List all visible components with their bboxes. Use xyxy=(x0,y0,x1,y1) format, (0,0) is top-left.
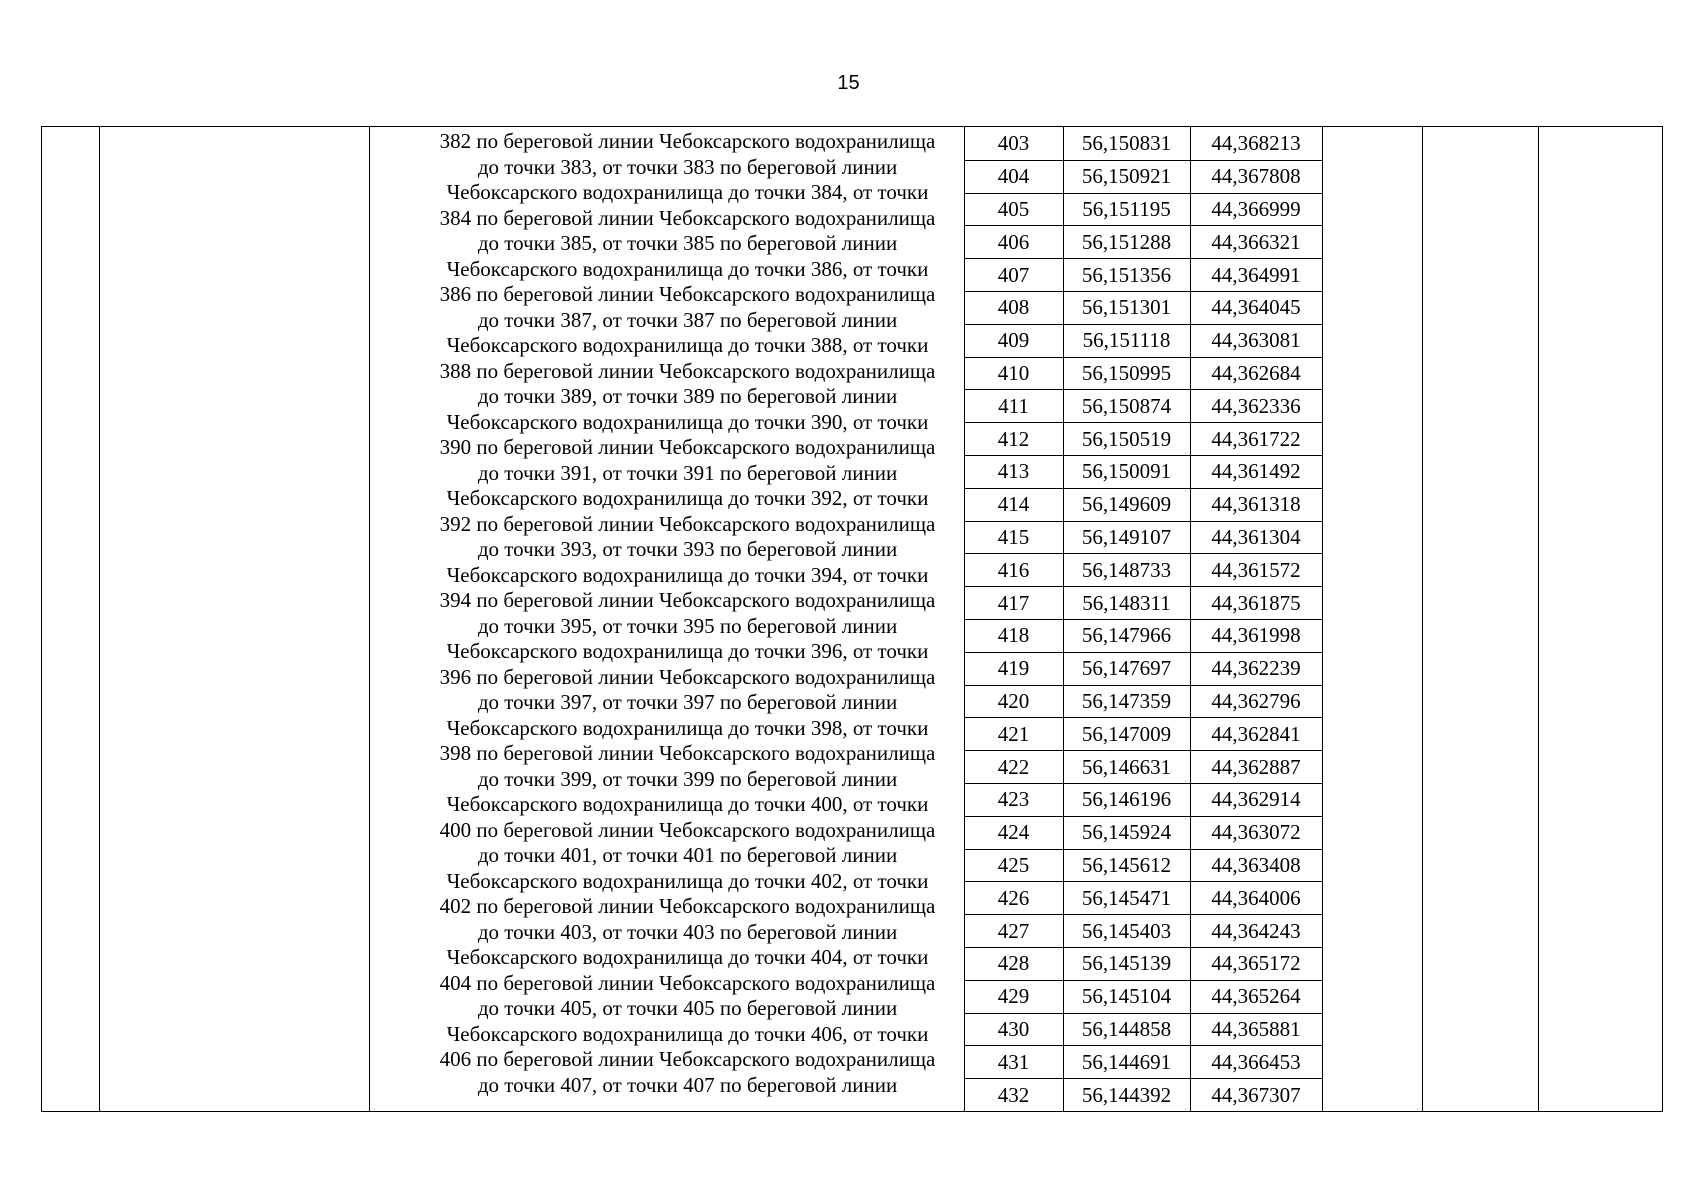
table-row xyxy=(964,1078,1322,1111)
point-number: 404 xyxy=(997,164,1030,189)
longitude-cell: 44,361998 xyxy=(1211,623,1301,648)
latitude-cell: 56,150995 xyxy=(1081,360,1172,385)
description-line: Чебоксарского водохранилища до точки 406, от точки xyxy=(446,1021,929,1046)
coordinates-table xyxy=(41,126,1663,1112)
longitude-cell: 44,361722 xyxy=(1211,426,1301,451)
column-divider xyxy=(369,127,370,1111)
longitude-cell: 44,362796 xyxy=(1211,688,1301,713)
table-row xyxy=(964,193,1322,226)
point-number: 419 xyxy=(997,656,1030,681)
table-row xyxy=(964,455,1322,488)
description-line: 398 по береговой линии Чебоксарского водохранилища xyxy=(439,741,936,765)
description-line: до точки 407, от точки 407 по береговой линии xyxy=(477,1072,898,1097)
longitude-cell: 44,362914 xyxy=(1211,787,1301,812)
longitude-cell: 44,367307 xyxy=(1211,1082,1301,1107)
longitude-cell: 44,368213 xyxy=(1211,130,1301,155)
latitude-cell: 56,145924 xyxy=(1081,820,1172,845)
longitude-cell: 44,364991 xyxy=(1211,262,1301,287)
description-line: 388 по береговой линии Чебоксарского водохранилища xyxy=(439,358,936,383)
point-number: 430 xyxy=(997,1016,1030,1041)
latitude-cell: 56,147359 xyxy=(1081,688,1172,713)
longitude-cell: 44,365264 xyxy=(1211,984,1301,1009)
description-line: 392 по береговой линии Чебоксарского водохранилища xyxy=(439,511,936,536)
description-line: 404 по береговой линии Чебоксарского водохранилища xyxy=(439,970,936,995)
description-line: до точки 385, от точки 385 по береговой линии xyxy=(477,231,898,255)
point-number: 413 xyxy=(997,459,1030,484)
point-number: 407 xyxy=(997,262,1030,287)
latitude-cell: 56,150874 xyxy=(1081,393,1172,418)
table-row xyxy=(964,357,1322,390)
description-line: до точки 395, от точки 395 по береговой линии xyxy=(477,613,898,638)
coordinate-list xyxy=(964,127,1322,1113)
point-number: 403 xyxy=(997,130,1030,155)
table-row xyxy=(964,816,1322,849)
point-number: 411 xyxy=(998,393,1029,418)
table-row xyxy=(964,553,1322,586)
latitude-cell: 56,144858 xyxy=(1081,1016,1172,1041)
description-line: Чебоксарского водохранилища до точки 402, от точки xyxy=(446,868,929,893)
description-line: до точки 401, от точки 401 по береговой линии xyxy=(477,843,898,867)
latitude-cell: 56,145139 xyxy=(1081,951,1172,976)
latitude-cell: 56,148733 xyxy=(1081,557,1172,582)
description-line: Чебоксарского водохранилища до точки 392, от точки xyxy=(446,486,929,510)
latitude-cell: 56,145612 xyxy=(1081,852,1172,877)
description-line: до точки 383, от точки 383 по береговой линии xyxy=(477,154,898,179)
table-row xyxy=(964,685,1322,718)
table-row xyxy=(964,488,1322,521)
boundary-description xyxy=(411,127,964,1113)
longitude-cell: 44,366453 xyxy=(1211,1049,1301,1074)
point-number: 428 xyxy=(997,951,1030,976)
column-divider xyxy=(1422,127,1423,1111)
point-number: 429 xyxy=(997,984,1030,1009)
table-row xyxy=(964,258,1322,291)
description-line: 394 по береговой линии Чебоксарского водохранилища xyxy=(439,588,936,612)
description-line: Чебоксарского водохранилища до точки 388, от точки xyxy=(446,333,929,357)
longitude-cell: 44,364006 xyxy=(1211,885,1301,910)
description-line: до точки 397, от точки 397 по береговой линии xyxy=(477,690,898,714)
table-row xyxy=(964,586,1322,619)
description-line: Чебоксарского водохранилища до точки 394, от точки xyxy=(446,562,929,587)
table-row xyxy=(964,521,1322,554)
column-divider xyxy=(99,127,100,1111)
table-row xyxy=(964,619,1322,652)
description-line: 402 по береговой линии Чебоксарского водохранилища xyxy=(439,894,936,918)
description-line: до точки 399, от точки 399 по береговой линии xyxy=(477,766,898,791)
point-number: 417 xyxy=(997,590,1030,615)
description-line: до точки 405, от точки 405 по береговой линии xyxy=(477,996,898,1020)
page-number: 15 xyxy=(837,72,860,94)
longitude-cell: 44,362841 xyxy=(1211,721,1301,746)
longitude-cell: 44,362239 xyxy=(1211,656,1301,681)
latitude-cell: 56,150519 xyxy=(1081,426,1172,451)
point-number: 422 xyxy=(997,754,1030,779)
point-number: 432 xyxy=(997,1082,1030,1107)
table-row xyxy=(964,127,1322,160)
longitude-cell: 44,362336 xyxy=(1211,393,1301,418)
point-number: 415 xyxy=(997,524,1030,549)
latitude-cell: 56,145104 xyxy=(1081,984,1172,1009)
description-line: Чебоксарского водохранилища до точки 396, от точки xyxy=(446,639,929,663)
table-row xyxy=(964,881,1322,914)
point-number: 427 xyxy=(997,918,1030,943)
table-row xyxy=(964,324,1322,357)
longitude-cell: 44,362887 xyxy=(1211,754,1301,779)
table-row xyxy=(964,980,1322,1013)
longitude-cell: 44,366999 xyxy=(1211,196,1301,221)
point-number: 408 xyxy=(997,295,1030,320)
latitude-cell: 56,148311 xyxy=(1082,590,1171,615)
point-number: 412 xyxy=(997,426,1030,451)
latitude-cell: 56,147966 xyxy=(1081,623,1172,648)
table-row xyxy=(964,422,1322,455)
description-line: до точки 403, от точки 403 по береговой линии xyxy=(477,919,898,944)
column-divider xyxy=(1538,127,1539,1111)
description-line: Чебоксарского водохранилища до точки 386, от точки xyxy=(446,256,929,281)
point-number: 431 xyxy=(997,1049,1030,1074)
longitude-cell: 44,365172 xyxy=(1211,951,1301,976)
latitude-cell: 56,145403 xyxy=(1081,918,1172,943)
latitude-cell: 56,147009 xyxy=(1081,721,1172,746)
point-number: 409 xyxy=(997,328,1030,353)
table-row xyxy=(964,783,1322,816)
description-line: до точки 393, от точки 393 по береговой линии xyxy=(477,537,898,561)
description-line: 386 по береговой линии Чебоксарского водохранилища xyxy=(439,282,936,306)
point-number: 406 xyxy=(997,229,1030,254)
description-line: 400 по береговой линии Чебоксарского водохранилища xyxy=(439,817,936,842)
longitude-cell: 44,361304 xyxy=(1211,524,1301,549)
longitude-cell: 44,363408 xyxy=(1211,852,1301,877)
latitude-cell: 56,146631 xyxy=(1081,754,1172,779)
longitude-cell: 44,363081 xyxy=(1211,328,1301,353)
description-line: 396 по береговой линии Чебоксарского водохранилища xyxy=(439,664,936,689)
point-number: 424 xyxy=(997,820,1030,845)
description-line: 406 по береговой линии Чебоксарского водохранилища xyxy=(439,1047,936,1071)
description-line: 384 по береговой линии Чебоксарского водохранилища xyxy=(439,205,936,230)
point-number: 423 xyxy=(997,787,1030,812)
longitude-cell: 44,364243 xyxy=(1211,918,1301,943)
point-number: 405 xyxy=(997,196,1030,221)
longitude-cell: 44,365881 xyxy=(1211,1016,1301,1041)
longitude-cell: 44,361492 xyxy=(1211,459,1301,484)
description-line: до точки 391, от точки 391 по береговой линии xyxy=(477,460,898,485)
point-number: 418 xyxy=(997,623,1030,648)
latitude-cell: 56,151301 xyxy=(1081,295,1172,320)
description-line: Чебоксарского водохранилища до точки 390, от точки xyxy=(446,409,929,434)
latitude-cell: 56,150091 xyxy=(1081,459,1172,484)
table-row xyxy=(964,750,1322,783)
longitude-cell: 44,361318 xyxy=(1211,492,1301,517)
point-number: 421 xyxy=(997,721,1030,746)
description-line: Чебоксарского водохранилища до точки 384, от точки xyxy=(446,180,929,204)
latitude-cell: 56,144691 xyxy=(1081,1049,1172,1074)
table-row xyxy=(964,225,1322,258)
latitude-cell: 56,146196 xyxy=(1081,787,1172,812)
longitude-cell: 44,361572 xyxy=(1211,557,1301,582)
longitude-cell: 44,367808 xyxy=(1211,164,1301,189)
latitude-cell: 56,150921 xyxy=(1081,164,1172,189)
description-line: Чебоксарского водохранилища до точки 404, от точки xyxy=(446,945,929,969)
latitude-cell: 56,145471 xyxy=(1081,885,1172,910)
latitude-cell: 56,150831 xyxy=(1081,130,1172,155)
latitude-cell: 56,151195 xyxy=(1082,196,1171,221)
table-row xyxy=(964,717,1322,750)
point-number: 410 xyxy=(997,360,1030,385)
table-row xyxy=(964,652,1322,685)
longitude-cell: 44,362684 xyxy=(1211,360,1301,385)
description-line: 390 по береговой линии Чебоксарского водохранилища xyxy=(439,435,936,459)
latitude-cell: 56,151288 xyxy=(1081,229,1172,254)
table-row xyxy=(964,1013,1322,1046)
table-row xyxy=(964,947,1322,980)
latitude-cell: 56,149107 xyxy=(1081,524,1172,549)
point-number: 414 xyxy=(997,492,1030,517)
table-row xyxy=(964,389,1322,422)
latitude-cell: 56,151118 xyxy=(1082,328,1171,353)
longitude-cell: 44,366321 xyxy=(1211,229,1301,254)
table-row xyxy=(964,849,1322,882)
point-number: 426 xyxy=(997,885,1030,910)
longitude-cell: 44,361875 xyxy=(1211,590,1301,615)
latitude-cell: 56,144392 xyxy=(1081,1082,1172,1107)
description-line: Чебоксарского водохранилища до точки 398, от точки xyxy=(446,715,929,740)
latitude-cell: 56,147697 xyxy=(1081,656,1172,681)
longitude-cell: 44,363072 xyxy=(1211,820,1301,845)
table-row xyxy=(964,914,1322,947)
latitude-cell: 56,149609 xyxy=(1081,492,1172,517)
table-row xyxy=(964,160,1322,193)
description-line: до точки 387, от точки 387 по береговой линии xyxy=(477,307,898,332)
table-row xyxy=(964,291,1322,324)
description-line: Чебоксарского водохранилища до точки 400, от точки xyxy=(446,792,929,816)
description-line: 382 по береговой линии Чебоксарского водохранилища xyxy=(439,129,936,153)
table-row xyxy=(964,1045,1322,1078)
latitude-cell: 56,151356 xyxy=(1081,262,1172,287)
description-line: до точки 389, от точки 389 по береговой линии xyxy=(477,384,898,408)
point-number: 416 xyxy=(997,557,1030,582)
column-divider xyxy=(1322,127,1323,1111)
longitude-cell: 44,364045 xyxy=(1211,295,1301,320)
point-number: 425 xyxy=(997,852,1030,877)
point-number: 420 xyxy=(997,688,1030,713)
